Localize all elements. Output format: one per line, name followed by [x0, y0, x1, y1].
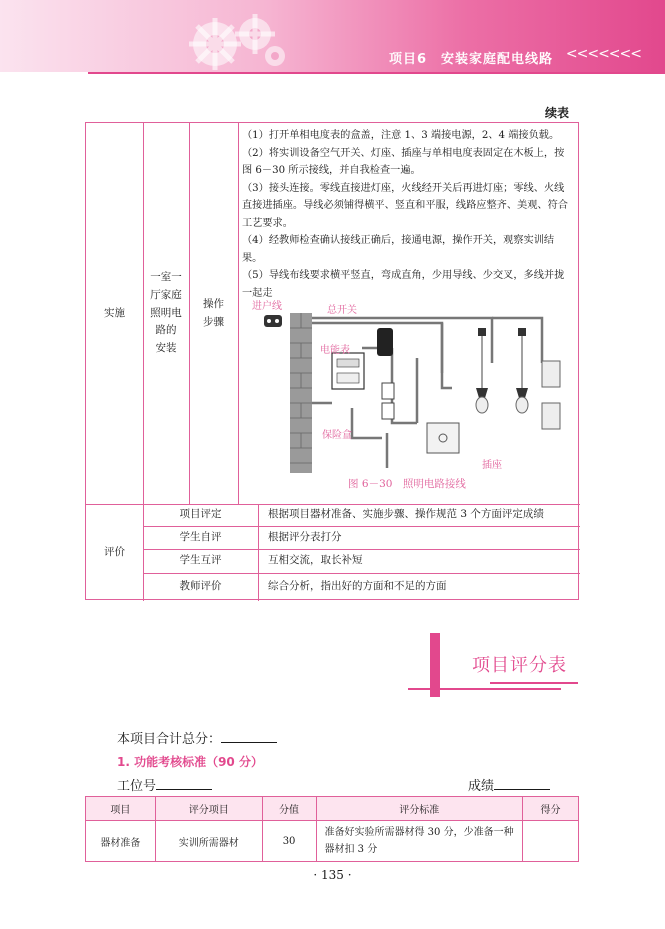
operation-steps: [242, 127, 572, 302]
column-header: 项目: [86, 797, 156, 821]
section-rule: [408, 688, 561, 690]
standard-cell: 准备好实验所需器材得 30 分，少准备一种器材扣 3 分: [316, 821, 523, 862]
eval-label: 评价: [104, 545, 125, 558]
task-line: 一室一: [150, 270, 182, 283]
total-score-blank[interactable]: [221, 730, 277, 743]
eval-item: 学生自评: [179, 530, 222, 543]
points-cell: 30: [262, 821, 316, 862]
implementation-table: [85, 122, 579, 600]
score-line: [468, 775, 550, 794]
figure-caption: 图 6－30 照明电路接线: [348, 478, 466, 490]
step-text: （2）将实训设备空气开关、灯座、插座与单相电度表固定在木板上，按图 6－30 所示接线，并自我检查一遍。: [242, 147, 565, 177]
section-title: 项目评分表: [472, 655, 567, 676]
task-name-cell: [143, 123, 189, 504]
socket-icon: [427, 423, 459, 453]
table-row: [86, 821, 579, 862]
score-label: 成绩: [468, 779, 495, 794]
operation-cell: [189, 123, 238, 504]
operation-line: 步骤: [203, 315, 224, 328]
gears-decoration-icon: [175, 6, 295, 70]
sub-heading: 1. 功能考核标准（90 分）: [117, 755, 263, 769]
task-line: 路的: [155, 324, 177, 337]
table-divider: [258, 504, 259, 601]
fuse-box-icon: [382, 403, 394, 419]
eval-item: 项目评定: [179, 508, 222, 521]
chapter-title: 项目6 安装家庭配电线路: [388, 52, 553, 67]
score-cell[interactable]: [523, 821, 579, 862]
eval-item: 教师评价: [179, 580, 222, 593]
label-main-switch: 总开关: [327, 305, 357, 316]
eval-item: 学生互评: [179, 554, 222, 567]
step-text: （5）导线布线要求横平竖直，弯成直角，少用导线、少交叉，多线并拢一起走: [242, 270, 565, 299]
label-meter: 电能表: [320, 345, 350, 356]
score-table-header: [86, 797, 579, 821]
chevron-decoration: <<<<<<<: [565, 46, 641, 62]
brick-wall: [290, 313, 312, 473]
eval-content: 根据项目器材准备、实施步骤、操作规范 3 个方面评定成绩: [268, 508, 544, 521]
label-service-line: 进户线: [252, 301, 282, 312]
score-blank[interactable]: [494, 777, 550, 790]
step-text: （3）接头连接。零线直接进灯座，火线经开关后再进灯座；零线、火线直接进插座。导线必须铺得横平、竖直和平服，线路应整齐、美观、符合工艺要求。: [242, 182, 568, 229]
task-line: 照明电: [150, 306, 182, 319]
project-cell: 器材准备: [86, 821, 156, 862]
continued-label: 续表: [544, 106, 569, 120]
implement-label: 实施: [104, 306, 125, 319]
wall-switch-icon: [542, 361, 560, 387]
fuse-box-icon: [382, 383, 394, 399]
section-rule: [490, 682, 578, 684]
lamp-icon: [516, 328, 528, 413]
task-line: 厅家庭: [150, 288, 182, 301]
column-header: 评分项目: [155, 797, 262, 821]
item-cell: 实训所需器材: [155, 821, 262, 862]
step-text: （4）经教师检查确认接线正确后，接通电源，操作开关，观察实训结果。: [242, 235, 555, 264]
meter-icon: [332, 353, 364, 389]
score-table: [85, 796, 579, 862]
lamp-icon: [476, 328, 488, 413]
total-score-line: [117, 728, 277, 747]
workstation-label: 工位号: [117, 779, 157, 794]
task-line: 安装: [155, 342, 177, 355]
workstation-line: [117, 775, 212, 794]
column-header: 分值: [262, 797, 316, 821]
total-score-label: 本项目合计总分：: [117, 732, 222, 747]
header-divider: [88, 72, 665, 74]
main-switch-icon: [377, 328, 393, 356]
insulator-icon: [264, 315, 282, 327]
label-socket: 插座: [482, 460, 502, 471]
column-header: 得分: [523, 797, 579, 821]
label-fuse-box: 保险盒: [322, 430, 352, 441]
page-number: · 135 ·: [313, 868, 352, 882]
workstation-blank[interactable]: [156, 777, 212, 790]
wiring-diagram: [242, 293, 572, 503]
column-header: 评分标准: [316, 797, 523, 821]
step-text: （1）打开单相电度表的盒盖，注意 1、3 端接电源，2、4 端接负载。: [242, 130, 560, 141]
eval-content: 根据评分表打分: [268, 530, 342, 543]
table-divider: [238, 123, 239, 504]
wall-switch-icon: [542, 403, 560, 429]
eval-content: 综合分析，指出好的方面和不足的方面: [268, 580, 447, 593]
operation-line: 操作: [203, 297, 224, 310]
eval-content: 互相交流，取长补短: [268, 554, 363, 567]
